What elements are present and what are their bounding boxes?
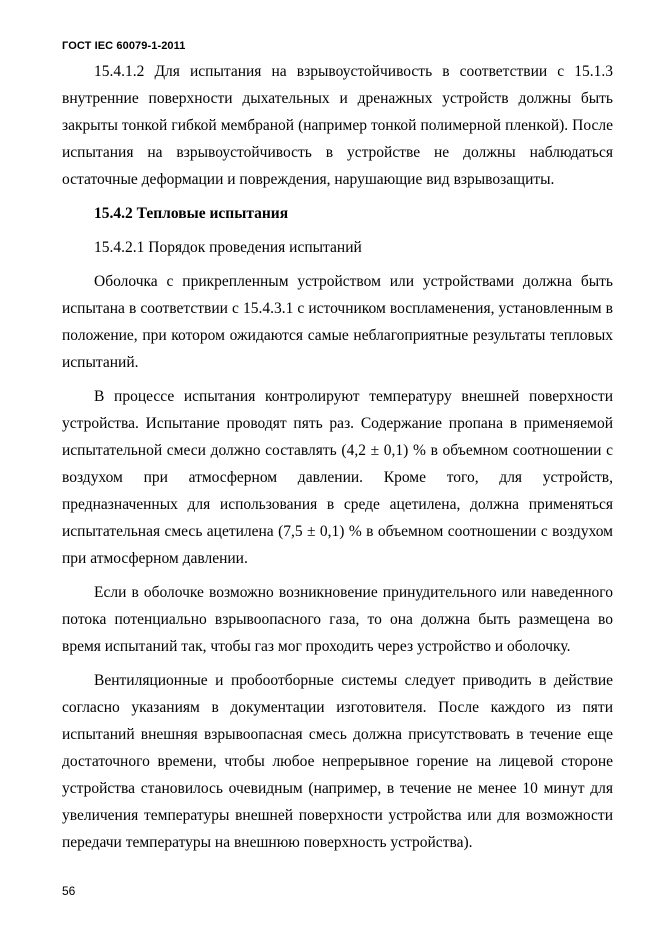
paragraph-gas-flow: Если в оболочке возможно возникновение принудительного или наведенного потока потенциально взрывоопасного газа, то она должна быть размещена во время испытаний так, чтобы газ мог проходить через устройство и оболочку.	[62, 584, 613, 655]
paragraph-15-4-1-2: 15.4.1.2 Для испытания на взрывоустойчивость в соответствии с 15.1.3 внутренние поверхности дыхательных и дренажных устройств должны быть закрыты тонкой гибкой мембраной (например тонкой полимерной пленкой). После испытания на взрывоустойчивость в устройстве не должны наблюдаться остаточные деформации и повреждения, нарушающие вид взрывозащиты.	[62, 63, 613, 188]
section-heading-15-4-2: 15.4.2 Тепловые испытания	[94, 205, 289, 222]
paragraph-test-procedure: В процессе испытания контролируют температуру внешней поверхности устройства. Испытание проводят пять раз. Содержание пропана в применяемой испытательной смеси должно составлять (4,2 ± 0,1) % в объемном соотношении с воздухом при атмосферном давлении. Кроме того, для устройств, предназначенных для использования в среде ацетилена, должна применяться испытательная смесь ацетилена (7,5 ± 0,1) % в объемном соотношении с воздухом при атмосферном давлении.	[62, 388, 613, 567]
page-number: 56	[62, 884, 76, 898]
paragraph-ventilation: Вентиляционные и пробоотборные системы следует приводить в действие согласно указаниям в документации изготовителя. После каждого из пяти испытаний внешняя взрывоопасная смесь должна присутствовать в течение еще достаточного времени, чтобы любое непрерывное горение на лицевой стороне устройства становилось очевидным (например, в течение не менее 10 минут для увеличения температуры внешней поверхности устройства или для возможности передачи температуры на внешнюю поверхность устройства).	[62, 672, 613, 851]
subsection-heading-15-4-2-1: 15.4.2.1 Порядок проведения испытаний	[94, 239, 362, 256]
document-header: ГОСТ IEC 60079-1-2011	[62, 40, 186, 52]
document-body	[62, 58, 613, 856]
paragraph-enclosure-test: Оболочка с прикрепленным устройством или устройствами должна быть испытана в соответствии с 15.4.3.1 с источником воспламенения, установленным в положение, при котором ожидаются самые неблагоприятные результаты тепловых испытаний.	[62, 273, 613, 371]
